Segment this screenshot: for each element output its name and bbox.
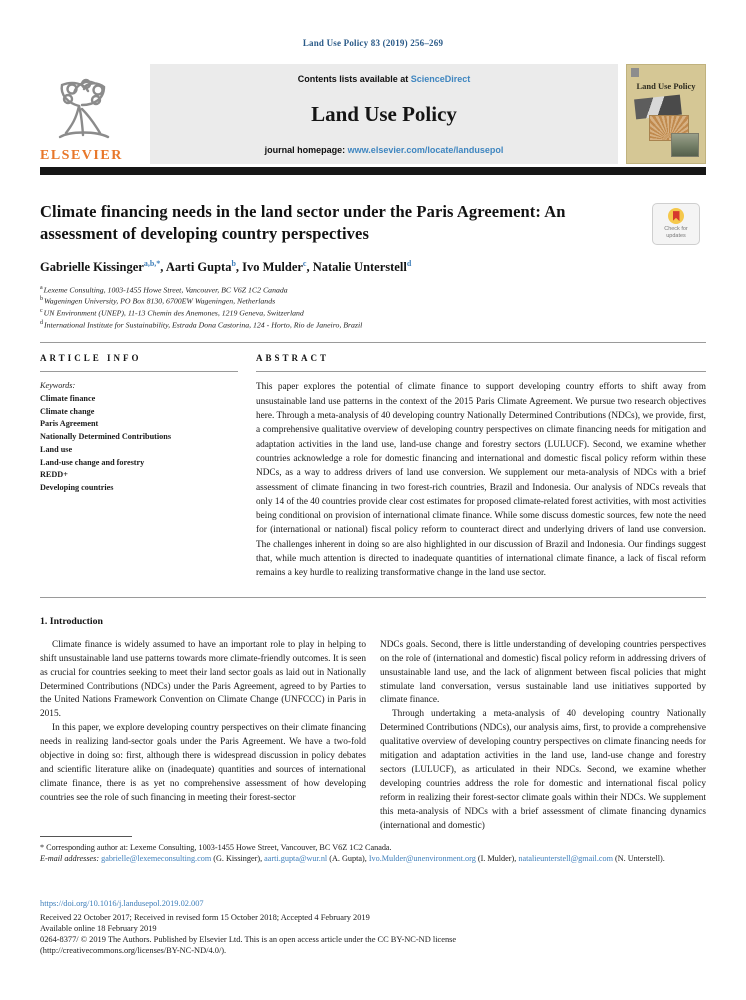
cover-photo	[671, 133, 699, 157]
column-rule	[256, 371, 706, 372]
article-info-column	[40, 353, 238, 580]
body-columns	[40, 639, 706, 834]
keyword: REDD+	[40, 470, 68, 480]
author: Aarti Gupta$^b$,	[165, 258, 243, 274]
corresponding-author-note: * Corresponding author at: Lexeme Consulting, 1003-1455 Howe Street, Vancouver, BC V6Z 1C2 Canada.	[40, 843, 392, 852]
keyword: Land-use change and forestry	[40, 457, 145, 467]
body-right-column	[380, 639, 706, 834]
body-paragraph: In this paper, we explore developing country perspectives on their climate financing needs in realizing land-sector goals under the Paris Agreement. We have a two-fold objective in doing so: first, although there is widespread discussion in policy debates and scientific literature alike on (inadequate) quantities and sources of international climate finance, there is as yet no comprehensive assessment of how developing countries see the role of such financing in meeting their forest-sector	[40, 723, 366, 803]
doi-link[interactable]: https://doi.org/10.1016/j.landusepol.2019.02.007	[40, 899, 204, 908]
author-affiliation-marks: a,b,*	[143, 258, 161, 268]
column-rule	[40, 371, 238, 372]
check-updates-label: Check for updates	[664, 226, 688, 239]
contents-prefix: Contents lists available at	[297, 74, 411, 84]
keyword: Climate finance	[40, 394, 96, 404]
doi-line	[40, 898, 706, 909]
introduction-heading: 1. Introduction	[40, 615, 103, 627]
bookmark-icon	[673, 211, 680, 221]
author-list	[40, 259, 706, 275]
keyword: Developing countries	[40, 482, 114, 492]
keyword: Nationally Determined Contributions	[40, 432, 171, 442]
body-paragraph: NDCs goals. Second, there is little understanding of developing countries perspectives on the role of (international and domestic) fiscal policy reform in addressing drivers of unsustainable land use, and the lack of alignment between fiscal policies that might stimulate land conversation, versus sustainable land use initiatives supported by climate finance.	[380, 639, 706, 706]
author-affiliation-marks: b	[231, 258, 236, 268]
affiliation: $^a$Lexeme Consulting, 1003-1455 Howe Street, Vancouver, BC V6Z 1C2 Canada	[40, 284, 288, 295]
abstract-text: This paper explores the potential of climate finance to support developing country efforts to shift away from unsustainable land use patterns in the context of the 2015 Paris Climate Agreement. We pursue two research objectives here. Through a meta-analysis of 40 developing country Nationally Determined Contributions (NDCs), we provide, first, a comprehensive qualitative overview of developing country perspectives on climate financing needs for mitigation and adaptation activities in the land use, land-use change and forestry sectors (LULUCF). Second, we examine whether countries acknowledge a role for domestic financing and international and domestic fiscal policy reform within these NDCs, as a way to address drivers of land use conversion. We supplement our meta-analysis of NDCs with a brief assessment of climate financing in two forest-rich countries, Brazil and Indonesia. Our analysis of NDCs reveals that only 14 of the 40 countries provide clear cost estimates for proposed climate-related forest activities, with most activities being conditional on provision of international climate finance. While some discuss domestic sources, few note the need for (international or national) fiscal policy reform to counteract direct and underlying drivers of land use conversion. The challenges inherent in doing so are also highlighted in our discussion of Brazil and Indonesia. Our findings suggest that, while much attention is directed to inadequate quantities of international climate finance, a lack of fiscal reform remains a key hurdle to realizing transformative change in the land use sector.	[256, 382, 706, 579]
email-label: E-mail addresses:	[40, 854, 102, 864]
email-link[interactable]: Ivo.Mulder@unenvironment.org	[368, 854, 476, 864]
journal-header-box	[150, 64, 618, 164]
author-affiliation-marks: c	[302, 258, 307, 268]
email-link[interactable]: gabrielle@lexemeconsulting.com	[101, 854, 212, 864]
journal-cover-thumbnail[interactable]	[626, 64, 706, 164]
footnote-rule	[40, 836, 132, 837]
keyword: Climate change	[40, 406, 95, 416]
abstract-heading: ABSTRACT	[256, 353, 330, 364]
info-abstract-section	[40, 353, 706, 580]
elsevier-wordmark: ELSEVIER	[40, 148, 123, 163]
contents-line	[298, 74, 471, 84]
author: Gabrielle Kissinger$^{a,b,*}$,	[40, 258, 166, 274]
cover-title: Land Use Policy	[636, 81, 696, 91]
check-for-updates-badge[interactable]	[652, 203, 700, 245]
author: Ivo Mulder$^c$,	[242, 258, 313, 274]
cover-logo-icon	[631, 68, 639, 77]
elsevier-logo	[40, 64, 150, 164]
journal-title: Land Use Policy	[311, 102, 457, 126]
article-info-heading: ARTICLE INFO	[40, 353, 142, 364]
section-divider	[40, 597, 706, 598]
homepage-line	[265, 145, 504, 155]
author-affiliation-marks: d	[406, 258, 412, 268]
check-updates-icon	[668, 208, 684, 224]
journal-reference: Land Use Policy 83 (2019) 256–269	[302, 38, 444, 48]
footnote-block	[40, 836, 706, 865]
license-line-1: 0264-8377/ © 2019 The Authors. Published by Elsevier Ltd. This is an open access article under the CC BY-NC-ND license	[40, 935, 457, 945]
journal-banner	[40, 64, 706, 164]
section-divider	[40, 342, 706, 343]
sciencedirect-link[interactable]: ScienceDirect	[410, 74, 471, 84]
email-link[interactable]: natalieunterstell@gmail.com	[518, 854, 613, 864]
journal-homepage-link[interactable]: www.elsevier.com/locate/landusepol	[347, 145, 504, 155]
keyword: Land use	[40, 444, 73, 454]
elsevier-tree-icon	[46, 73, 120, 147]
abstract-column	[256, 353, 706, 580]
keywords-label: Keywords:	[40, 381, 76, 391]
body-paragraph: Climate finance is widely assumed to have an important role to play in helping to shift unsustainable land use patterns towards more climate-friendly outcomes. It is seen as crucial for countries seeking to meet their land sector goals as laid out in Nationally Determined Contributions (NDCs) under the Paris Agreement, agreed to by Parties to the United Nations Framework Convention on Climate Change (UNFCCC) in Paris in 2015.	[40, 639, 366, 720]
email-addresses-line: E-mail addresses: gabrielle@lexemeconsulting.com (G. Kissinger), aarti.gupta@wur.nl (A. Gupta), Ivo.Mulder@unenvironment.org (I. Mulder), natalieunterstell@gmail.com (N. Unterstell).	[40, 854, 665, 864]
received-dates: Received 22 October 2017; Received in revised form 15 October 2018; Accepted 4 February 2019	[40, 913, 370, 923]
body-left-column	[40, 639, 366, 834]
affiliation-list	[40, 284, 706, 331]
homepage-label: journal homepage:	[264, 145, 348, 155]
affiliation: $^d$International Institute for Sustainability, Estrada Dona Castorina, 124 - Horto, Rio de Janeiro, Brazil	[40, 319, 363, 330]
author: Natalie Unterstell$^d$	[312, 258, 412, 274]
license-line-2: (http://creativecommons.org/licenses/BY-NC-ND/4.0/).	[40, 946, 227, 956]
title-row	[40, 201, 706, 246]
article-footer	[40, 898, 706, 956]
affiliation: $^b$Wageningen University, PO Box 8130, 6700EW Wageningen, Netherlands	[40, 296, 276, 306]
affiliation: $^c$UN Environment (UNEP), 11-13 Chemin des Anemones, 1219 Geneva, Switzerland	[40, 308, 304, 318]
body-paragraph: Through undertaking a meta-analysis of 40 developing country Nationally Determined Contributions (NDCs), our analysis aims, first, to provide a comprehensive qualitative overview of developing country perspectives on climate financing needs for mitigation and adaptation activities in the land use, land-use change and forestry sectors (LULUCF), as articulated in their NDCs. Second, we examine whether developing countries address the role for domestic and international fiscal policy reform in realizing their forest-sector climate goals within their NDCs. We supplement this meta-analysis of NDCs with a brief assessment of climate financing dynamics (international and domestic)	[380, 709, 706, 831]
email-link[interactable]: aarti.gupta@wur.nl	[264, 854, 328, 864]
available-online: Available online 18 February 2019	[40, 924, 157, 934]
header-divider-bar	[40, 167, 706, 175]
article-title: Climate financing needs in the land sector under the Paris Agreement: An assessment of developing country perspectives	[40, 202, 566, 244]
keyword: Paris Agreement	[40, 419, 99, 429]
